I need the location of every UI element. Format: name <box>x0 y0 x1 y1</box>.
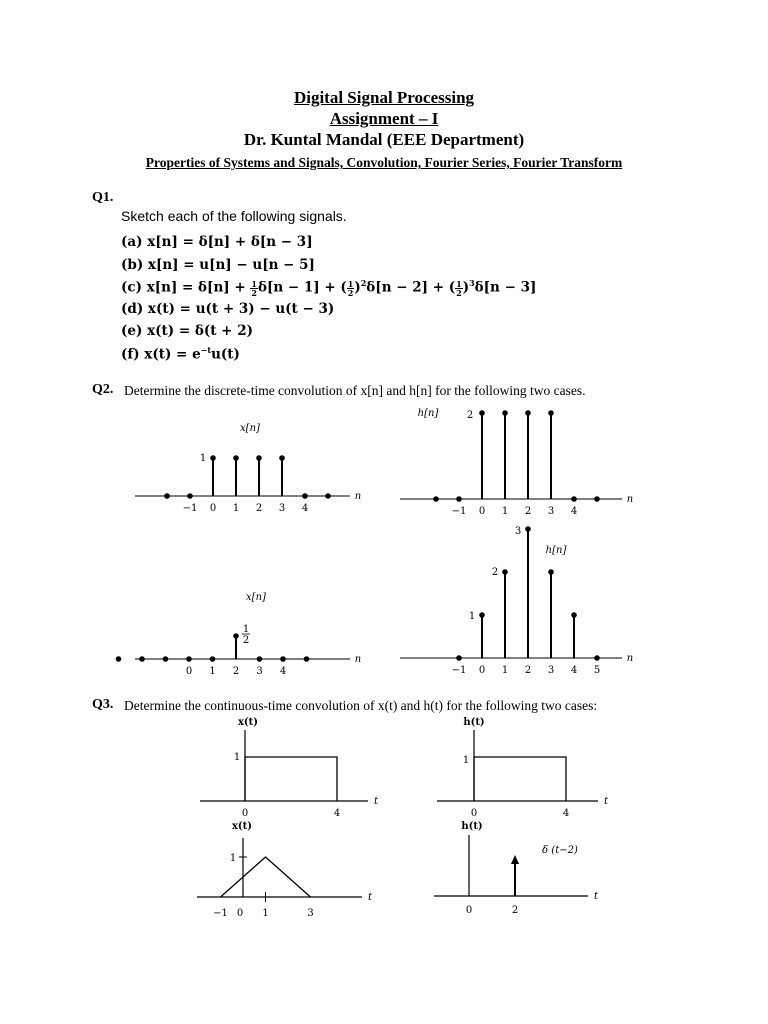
q2-x2-tick-label: 0 <box>185 666 193 677</box>
q3-x2-axis-label: t <box>367 892 373 903</box>
q2-h1-point <box>456 496 462 502</box>
q2-x2-point <box>163 656 169 662</box>
q2-label: Q2. <box>92 382 114 397</box>
q2-h2-tick-label: 3 <box>547 665 555 676</box>
q2-x2-axis-label: n <box>354 654 362 665</box>
q1-label: Q1. <box>92 190 114 205</box>
q2-h2-tick-label: 1 <box>501 665 509 676</box>
q3-h1-title: h(t) <box>463 717 485 728</box>
q2-h2-point <box>456 655 462 661</box>
document-title: Digital Signal Processing <box>293 88 475 107</box>
q2-h1-point <box>594 496 600 502</box>
q2-x2-title: x[n] <box>246 592 266 603</box>
q3-h2-axis-label: t <box>593 891 599 902</box>
q2-x1-point <box>187 493 193 499</box>
q2-x1-tick-label: 2 <box>255 503 263 514</box>
q3-h2-title: h(t) <box>461 821 483 832</box>
q2-h1-tick-label: 0 <box>478 506 486 517</box>
q2-h1-title: h[n] <box>417 408 439 419</box>
q2-h1-amplitude-label: 2 <box>466 410 474 421</box>
q2-h2-point <box>525 526 531 532</box>
assignment-title: Assignment – I <box>329 109 439 128</box>
q2-x1-point <box>233 455 239 461</box>
q2-x2-amplitude-den: 2 <box>242 635 250 646</box>
q2-x2-tick-label: 1 <box>209 666 216 677</box>
q2-x1-axis-label: n <box>354 491 362 502</box>
q2-x1-tick-label: 1 <box>232 503 240 514</box>
q3-x1-signal <box>245 757 337 801</box>
q3-h1-tick-label: 0 <box>470 808 478 819</box>
q2-h1-point <box>571 496 577 502</box>
q3-h1-signal <box>474 757 566 801</box>
q1-item-b: (b) x[n] = u[n] − u[n − 5] <box>121 257 315 273</box>
q3-h2-impulse-arrow <box>511 855 519 864</box>
q2-x1-point <box>256 455 262 461</box>
q3-h1-tick-label: 4 <box>562 808 570 819</box>
q3-h2-impulse-label: δ (t−2) <box>542 845 578 856</box>
q2-h2-amplitude-label: 2 <box>491 567 499 578</box>
q3-x1-tick-label: 0 <box>241 808 249 819</box>
topics-line: Properties of Systems and Signals, Convolution, Fourier Series, Fourier Transform <box>145 155 623 170</box>
instructor-line: Dr. Kuntal Mandal (EEE Department) <box>243 130 525 149</box>
q2-x1-tick-label: 0 <box>209 503 217 514</box>
q1-item-c: (c) x[n] = δ[n] + $\frac{1}{2}$ δ[n − 1] + ( $\frac{1}{2}$ )$^2$δ[n − 2] + ( $\frac{1}{2}$ )$^3$δ[n − 3] <box>121 278 537 298</box>
q2-x2-point <box>233 633 239 639</box>
q2-h1-tick-label: 3 <box>547 506 555 517</box>
q3-x2-tick-label: 3 <box>307 908 314 919</box>
q2-h2-tick-label: 5 <box>593 665 601 676</box>
q1-item-e: (e) x(t) = δ(t + 2) <box>121 323 253 339</box>
q3-x1-axis-label: t <box>373 796 379 807</box>
q1-item-a: (a) x[n] = δ[n] + δ[n − 3] <box>121 234 313 250</box>
q2-h1-point <box>525 410 531 416</box>
q2-x2-tick-label: 2 <box>232 666 240 677</box>
q3-h1-amplitude-label: 1 <box>462 755 470 766</box>
q2-h2-point <box>479 612 485 618</box>
q3-x2-tick-label: 0 <box>236 908 244 919</box>
q2-h2-point <box>594 655 600 661</box>
q2-h1-tick-label: 4 <box>570 506 578 517</box>
q3-h2-tick-label: 0 <box>465 905 473 916</box>
q3-label: Q3. <box>92 697 114 712</box>
q2-h1-axis-label: n <box>626 494 634 505</box>
q3-x2-amplitude-label: 1 <box>229 853 237 864</box>
q3-h2-tick-label: 2 <box>511 905 519 916</box>
q2-x2-tick-label: 4 <box>279 666 287 677</box>
q2-x2-point <box>116 656 122 662</box>
q2-x1-point <box>164 493 170 499</box>
q1-item-f: (f) $x(t) = e^{-t}u(t)$ <box>121 345 240 363</box>
q2-h2-amplitude-label: 1 <box>468 611 476 622</box>
q1-intro: Sketch each of the following signals. <box>121 208 347 224</box>
q2-x1-point <box>210 455 216 461</box>
q2-text: Determine the discrete-time convolution of x[n] and h[n] for the following two cases. <box>124 383 586 398</box>
q1-item-d: (d) x(t) = u(t + 3) − u(t − 3) <box>121 301 335 317</box>
q2-x2-point <box>139 656 145 662</box>
q3-x1-title: x(t) <box>237 717 259 728</box>
q2-x1-amplitude-label: 1 <box>199 453 207 464</box>
q2-h2-axis-label: n <box>626 653 634 664</box>
q2-h1-point <box>502 410 508 416</box>
q2-h2-tick-label: 4 <box>570 665 578 676</box>
q2-x1-title: x[n] <box>240 423 260 434</box>
q2-h2-amplitude-label: 3 <box>514 526 522 537</box>
q2-x2-point <box>210 656 216 662</box>
q2-x2-amplitude-num: 1 <box>242 624 250 635</box>
q2-h2-tick-label: 0 <box>478 665 486 676</box>
q2-x1-point <box>325 493 331 499</box>
q2-h1-tick-label: 1 <box>501 506 509 517</box>
q2-h2-point <box>502 569 508 575</box>
q2-x2-point <box>186 656 192 662</box>
q2-h1-point <box>433 496 439 502</box>
q3-text: Determine the continuous-time convolution of x(t) and h(t) for the following two cases: <box>124 698 598 713</box>
q2-h1-point <box>548 410 554 416</box>
q2-x1-tick-label: 3 <box>278 503 286 514</box>
q2-h1-point <box>479 410 485 416</box>
q2-x1-point <box>302 493 308 499</box>
q2-x1-tick-label: −1 <box>182 503 198 514</box>
q3-x2-tick-label: 1 <box>262 908 269 919</box>
q3-h1-axis-label: t <box>603 796 609 807</box>
q3-x2-tick-label: −1 <box>213 908 228 919</box>
q2-h2-title: h[n] <box>545 545 567 556</box>
q2-x1-point <box>279 455 285 461</box>
q3-x1-amplitude-label: 1 <box>233 752 241 763</box>
q2-x2-point <box>304 656 310 662</box>
q2-h2-tick-label: 2 <box>524 665 532 676</box>
q2-x1-tick-label: 4 <box>301 503 309 514</box>
q3-x1-tick-label: 4 <box>333 808 341 819</box>
q2-x2-point <box>257 656 263 662</box>
q2-x2-tick-label: 3 <box>256 666 263 677</box>
q2-h2-point <box>571 612 577 618</box>
q2-h2-tick-label: −1 <box>451 665 467 676</box>
q2-h1-tick-label: 2 <box>524 506 532 517</box>
q2-x2-point <box>280 656 286 662</box>
q2-h1-tick-label: −1 <box>451 506 467 517</box>
q3-x2-title: x(t) <box>231 821 253 832</box>
q2-h2-point <box>548 569 554 575</box>
